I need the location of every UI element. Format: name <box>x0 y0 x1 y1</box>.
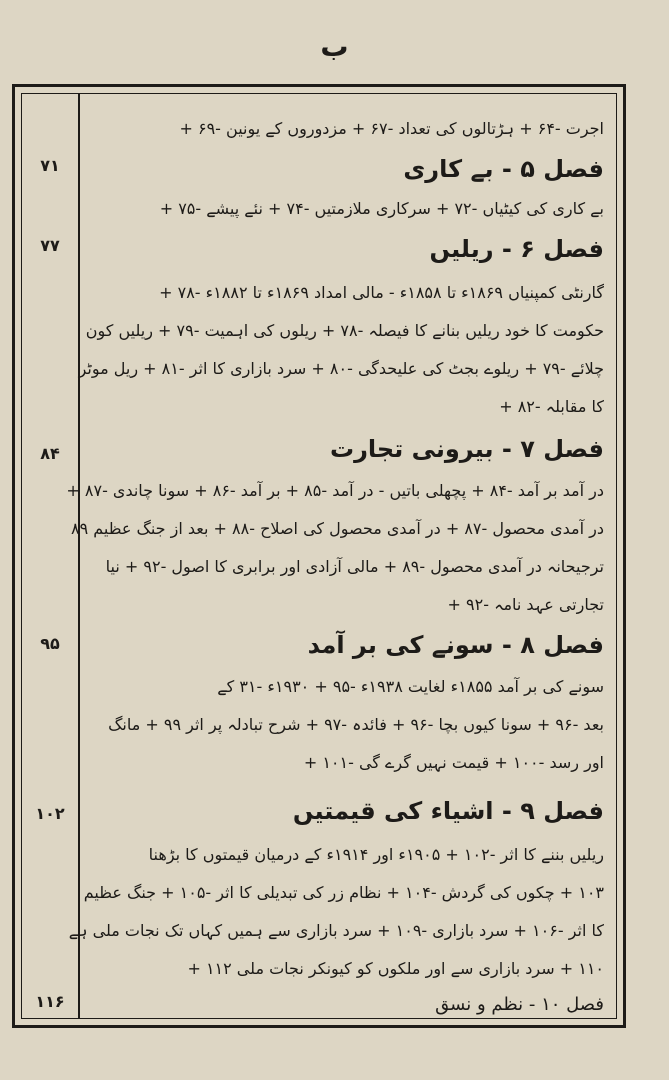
chapter-7-line-1: در آمد بر آمد -۸۴ + پچھلی باتیں - در آمد -۸۵ + بر آمد -۸۶ + سونا چاندی -۸۷ + <box>66 481 604 500</box>
page-number-chapter-5: ۷۱ <box>40 156 60 175</box>
page-letter: ب <box>320 30 349 63</box>
chapter-6-line-4: کا مقابلہ -۸۲ + <box>499 397 604 416</box>
chapter-8-heading: فصل ۸ - سونے کی بر آمد <box>307 631 604 659</box>
chapter-6-line-3: چلائے -۷۹ + ریلوے بجٹ کی علیحدگی -۸۰ + سرد بازاری کا اثر -۸۱ + ریل موٹر <box>78 359 604 378</box>
chapter-8-line-2: بعد -۹۶ + سونا کیوں بچا -۹۶ + فائدہ -۹۷ + شرح تبادلہ پر اثر ۹۹ + مانگ <box>108 715 604 734</box>
chapter-5-heading: فصل ۵ - بے کاری <box>403 155 604 183</box>
contents-frame <box>12 84 626 1028</box>
page-number-chapter-6: ۷۷ <box>40 236 60 255</box>
chapter-9-line-4: ۱۱۰ + سرد بازاری سے اور ملکوں کو کیونکر نجات ملی ۱۱۲ + <box>187 959 604 978</box>
contents-inner-frame <box>21 93 617 1019</box>
page-number-chapter-9: ۱۰۲ <box>35 804 65 823</box>
chapter-9-line-2: ۱۰۳ + چکوں کی گردش -۱۰۴ + نظام زر کی تبدیلی کا اثر -۱۰۵ + جنگ عظیم <box>83 883 604 902</box>
chapter-6-heading: فصل ۶ - ریلیں <box>429 235 604 263</box>
chapter-7-line-3: ترجیحانہ در آمدی محصول -۸۹ + مالی آزادی اور برابری کا اصول -۹۲ + نیا <box>105 557 604 576</box>
chapter-10-heading: فصل ۱۰ - نظم و نسق <box>435 994 604 1015</box>
chapter-5-line-1: بے کاری کی کیٹیاں -۷۲ + سرکاری ملازمتیں -۷۴ + نئے پیشے -۷۵ + <box>159 199 604 218</box>
chapter-8-line-3: اور رسد -۱۰۰ + قیمت نہیں گرے گی -۱۰۱ + <box>303 753 604 772</box>
page-number-chapter-10: ۱۱۶ <box>35 992 65 1011</box>
chapter-8-line-1: سونے کی بر آمد ۱۸۵۵ء لغایت ۱۹۳۸ء -۹۵ + ۱۹۳۰ء -۳۱ کے <box>217 677 604 696</box>
chapter-7-heading: فصل ۷ - بیرونی تجارت <box>329 435 604 463</box>
contents-text <box>66 98 612 1015</box>
chapter-9-line-3: کا اثر -۱۰۶ + سرد بازاری -۱۰۹ + سرد بازاری سے ہمیں کہاں تک نجات ملی ہے <box>68 921 604 940</box>
chapter-7-line-4: تجارتی عہد نامہ -۹۲ + <box>447 595 604 614</box>
chapter-7-line-2: در آمدی محصول -۸۷ + در آمدی محصول کی اصلاح -۸۸ + بعد از جنگ عظیم ۸۹ <box>71 519 604 538</box>
page-number-column-divider <box>78 94 80 1018</box>
intro-line: اجرت -۶۴ + ہڑتالوں کی تعداد -۶۷ + مزدوروں کے یونین -۶۹ + <box>179 119 604 138</box>
chapter-9-line-1: ریلیں بننے کا اثر -۱۰۲ + ۱۹۰۵ء اور ۱۹۱۴ء کے درمیان قیمتوں کا بڑھنا <box>148 845 604 864</box>
page-number-chapter-7: ۸۴ <box>40 444 60 463</box>
page-number-chapter-8: ۹۵ <box>40 634 60 653</box>
chapter-9-heading: فصل ۹ - اشیاء کی قیمتیں <box>292 797 604 825</box>
chapter-6-line-1: گارنٹی کمپنیاں ۱۸۶۹ء تا ۱۸۵۸ء - مالی امداد ۱۸۶۹ء تا ۱۸۸۲ء -۷۸ + <box>159 283 604 302</box>
chapter-6-line-2: حکومت کا خود ریلیں بنانے کا فیصلہ -۷۸ + ریلوں کی اہمیت -۷۹ + ریلیں کون <box>85 321 604 340</box>
